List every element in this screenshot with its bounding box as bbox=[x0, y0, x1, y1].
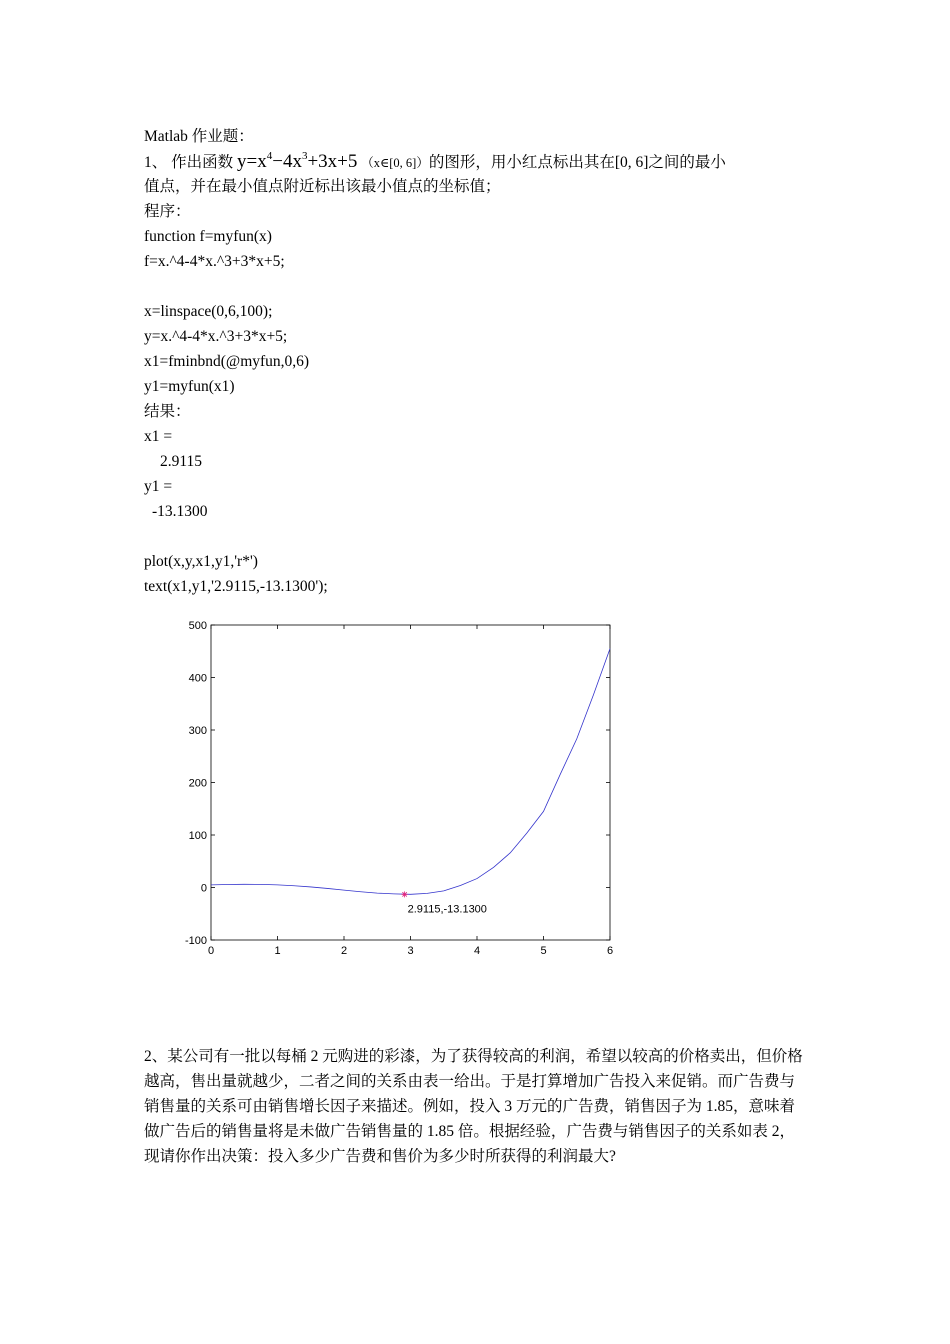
result-x1-value: 2.9115 bbox=[160, 453, 203, 470]
x-tick-label: 5 bbox=[540, 945, 547, 957]
result-label: 结果： bbox=[144, 403, 191, 420]
plot-area bbox=[211, 625, 610, 940]
result-y1-label: y1 = bbox=[144, 478, 173, 495]
x-tick-label: 1 bbox=[274, 945, 281, 957]
y-tick-label: 100 bbox=[188, 830, 207, 842]
q1-prefix: 1、 作出函数 bbox=[144, 154, 234, 171]
min-point-annotation: 2.9115,-13.1300 bbox=[407, 903, 487, 916]
y-tick-label: 300 bbox=[188, 725, 207, 737]
question-1-line-2: 值点，并在最小值点附近标出该最小值点的坐标值； bbox=[144, 178, 501, 195]
blank-line bbox=[144, 524, 809, 549]
question-1-line-1 bbox=[144, 149, 809, 174]
document-body bbox=[144, 124, 809, 599]
blank-line bbox=[144, 274, 809, 299]
code-line: plot(x,y,x1,y1,'r*') bbox=[144, 553, 258, 570]
code-line: function f=myfun(x) bbox=[144, 228, 272, 245]
result-y1-value: -13.1300 bbox=[152, 503, 208, 520]
program-label: 程序： bbox=[144, 203, 191, 220]
x-tick-label: 6 bbox=[606, 945, 614, 957]
q1-suffix: 的图形，用小红点标出其在[0, 6]之间的最小 bbox=[428, 154, 726, 171]
code-line: x1=fminbnd(@myfun,0,6) bbox=[144, 353, 310, 370]
result-x1-label: x1 = bbox=[144, 428, 173, 445]
doc-title: Matlab 作业题： bbox=[144, 128, 254, 145]
code-line: y=x.^4-4*x.^3+3*x+5; bbox=[144, 328, 288, 345]
y-tick-label: 400 bbox=[188, 672, 207, 685]
min-point-marker bbox=[402, 891, 408, 897]
x-tick-label: 4 bbox=[473, 945, 481, 957]
code-line: x=linspace(0,6,100); bbox=[144, 303, 273, 320]
x-tick-label: 0 bbox=[207, 945, 215, 957]
function-plot bbox=[175, 615, 625, 960]
x-tick-label: 2 bbox=[340, 945, 348, 957]
code-line: y1=myfun(x1) bbox=[144, 378, 235, 395]
y-tick-label: 0 bbox=[200, 882, 207, 895]
question-2: 2、某公司有一批以每桶 2 元购进的彩漆，为了获得较高的利润，希望以较高的价格卖出，但价格越高，售出量就越少，二者之间的关系由表一给出。于是打算增加广告投入来促销。而广告费与销售量的关系可由销售增长因子来描述。例如，投入 3 万元的广告费，销售因子为 1.85，意味着做广告后的销售量将是未做广告销售量的 1.85 倍。根据经验，广告费与销售因子的关系如表 2，现请你作出决策：投入多少广告费和售价为多少时所获得的利润最大? bbox=[144, 1048, 803, 1165]
y-tick-label: 500 bbox=[188, 620, 207, 632]
y-tick-label: -100 bbox=[184, 935, 207, 947]
code-line: f=x.^4-4*x.^3+3*x+5; bbox=[144, 253, 285, 270]
q1-function: $y=x^4-4x^3+3x+5$ bbox=[237, 150, 358, 172]
y-tick-label: 200 bbox=[188, 777, 207, 790]
q1-domain: （x∈[0, 6]） bbox=[361, 156, 429, 170]
code-line: text(x1,y1,'2.9115,-13.1300'); bbox=[144, 578, 328, 595]
x-tick-label: 3 bbox=[407, 945, 414, 957]
